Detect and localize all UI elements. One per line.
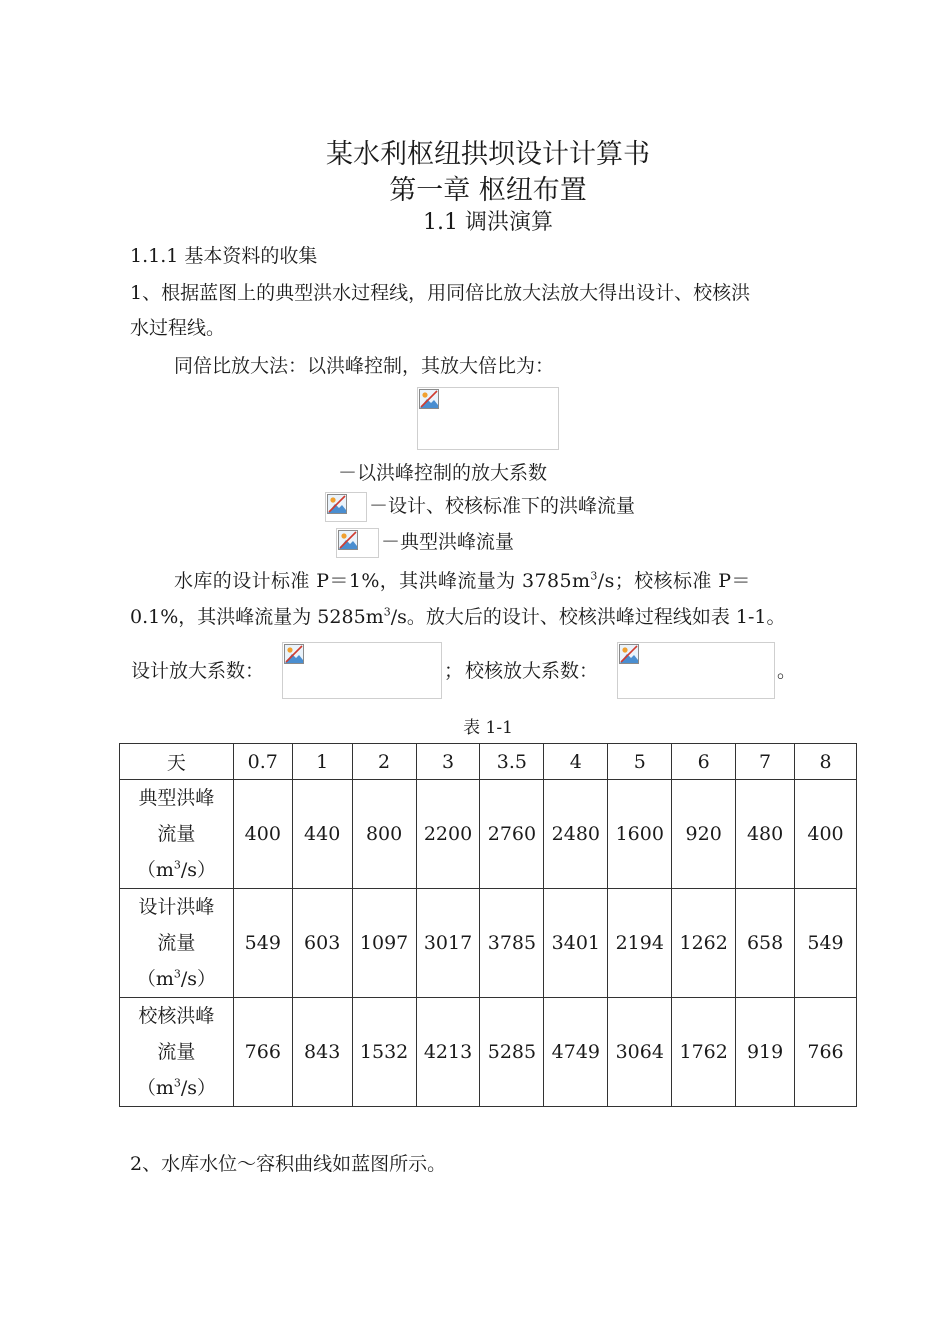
broken-image-icon [327, 494, 347, 514]
table-header-cell: 1 [292, 744, 352, 780]
row-label-cell: 典型洪峰 流量 $(m^3/s)$ [120, 780, 234, 889]
table-cell: 658 [736, 889, 795, 998]
table-cell: 2200 [416, 780, 480, 889]
table-header-cell: 2 [352, 744, 416, 780]
table-cell: 766 [233, 998, 292, 1107]
symbol-image [336, 528, 379, 558]
section-heading: 1.1 调洪演算 [423, 210, 553, 235]
formula-image [417, 387, 559, 450]
table-cell: 4213 [416, 998, 480, 1107]
table-header-cell: 0.7 [233, 744, 292, 780]
end-punctuation: 。 [777, 660, 797, 682]
check-factor-image [617, 642, 775, 699]
table-cell: 3401 [544, 889, 608, 998]
design-factor-label: 设计放大系数： [131, 660, 265, 682]
table-cell: 1262 [672, 889, 736, 998]
definition-line: －以洪峰控制的放大系数 [338, 462, 548, 484]
row-label-cell: 设计洪峰 流量 $(m^3/s)$ [120, 889, 234, 998]
table-cell: 3017 [416, 889, 480, 998]
broken-image-icon [419, 389, 439, 409]
paragraph-line: 0.1%，其洪峰流量为 $5285m^3/s$。放大后的设计、校核洪峰过程线如表 1-1。 [130, 605, 786, 628]
table-cell: 766 [795, 998, 857, 1107]
paragraph-line: 水过程线。 [130, 317, 226, 339]
paragraph-line: 1、根据蓝图上的典型洪水过程线，用同倍比放大法放大得出设计、校核洪 [130, 282, 751, 304]
table-cell: 400 [795, 780, 857, 889]
chapter-heading: 第一章 枢纽布置 [389, 175, 587, 206]
table-cell: 603 [292, 889, 352, 998]
table-row [120, 998, 857, 1107]
table-cell: 2480 [544, 780, 608, 889]
table-cell: 5285 [480, 998, 544, 1107]
table-cell: 919 [736, 998, 795, 1107]
table-header-cell: 6 [672, 744, 736, 780]
table-header-cell: 3.5 [480, 744, 544, 780]
table-header-row [120, 744, 857, 780]
table-caption: 表 1-1 [463, 718, 513, 738]
table-cell: 800 [352, 780, 416, 889]
definition-line: －设计、校核标准下的洪峰流量 [369, 495, 636, 517]
table-cell: 843 [292, 998, 352, 1107]
table-cell: 400 [233, 780, 292, 889]
table-header-cell: 5 [608, 744, 672, 780]
table-cell: 3785 [480, 889, 544, 998]
table-header-cell: 4 [544, 744, 608, 780]
symbol-image [325, 492, 367, 522]
broken-image-icon [284, 644, 304, 664]
separator-text: ； [444, 660, 464, 682]
table-row [120, 889, 857, 998]
table-cell: 440 [292, 780, 352, 889]
table-cell: 480 [736, 780, 795, 889]
table-cell: 1600 [608, 780, 672, 889]
flood-table [119, 743, 857, 1107]
table-header-cell: 3 [416, 744, 480, 780]
design-factor-image [282, 642, 442, 699]
paragraph-line: 同倍比放大法：以洪峰控制，其放大倍比为： [174, 355, 555, 377]
check-factor-label: 校核放大系数： [465, 660, 599, 682]
definition-line: －典型洪峰流量 [381, 531, 515, 553]
table-cell: 1097 [352, 889, 416, 998]
table-cell: 1762 [672, 998, 736, 1107]
table-cell: 549 [795, 889, 857, 998]
row-label-cell: 校核洪峰 流量 $(m^3/s)$ [120, 998, 234, 1107]
document-title: 某水利枢纽拱坝设计计算书 [326, 139, 650, 170]
table-cell: 1532 [352, 998, 416, 1107]
table-cell: 3064 [608, 998, 672, 1107]
table-cell: 2194 [608, 889, 672, 998]
table-header-cell: 8 [795, 744, 857, 780]
table-cell: 549 [233, 889, 292, 998]
paragraph-line: 水库的设计标准 P＝1%，其洪峰流量为 $3785m^3/s$；校核标准 P＝ [174, 569, 751, 592]
broken-image-icon [619, 644, 639, 664]
table-header-cell: 天 [120, 744, 234, 780]
subsection-heading: 1.1.1 基本资料的收集 [130, 245, 318, 267]
table-cell: 2760 [480, 780, 544, 889]
broken-image-icon [338, 530, 358, 550]
table-cell: 4749 [544, 998, 608, 1107]
table-row [120, 780, 857, 889]
table-cell: 920 [672, 780, 736, 889]
table-header-cell: 7 [736, 744, 795, 780]
paragraph-line: 2、水库水位～容积曲线如蓝图所示。 [130, 1153, 447, 1175]
